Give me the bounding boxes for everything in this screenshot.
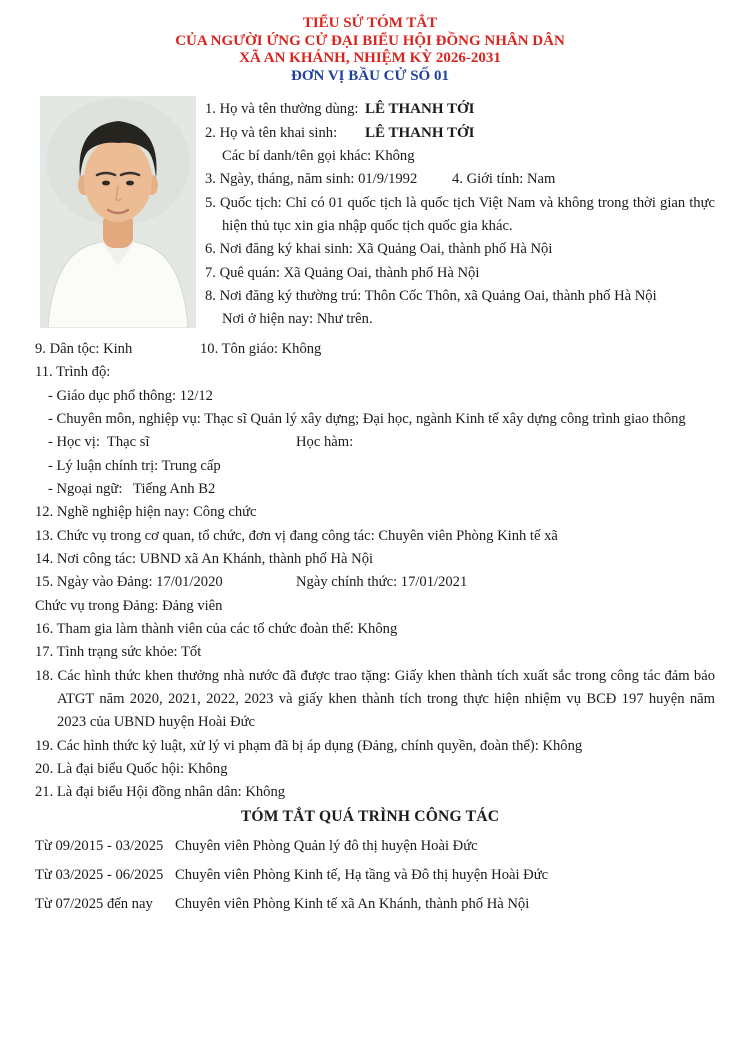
- text-segment: 12. Nghề nghiệp hiện nay: Công chức: [35, 504, 257, 521]
- item-13-chuc-vu: [35, 525, 715, 548]
- text-segment: - Chuyên môn, nghiệp vụ: Thạc sĩ Quản lý xây dựng; Đại học, ngành Kinh tế xây dựng công trình giao thông: [48, 410, 686, 427]
- text-segment: - Lý luận chính trị: Trung cấp: [48, 457, 221, 474]
- header-title-line-2: CỦA NGƯỜI ỨNG CỬ ĐẠI BIỂU HỘI ĐỒNG NHÂN DÂN: [175, 32, 565, 49]
- item-2-ten-khai-sinh: [205, 122, 715, 145]
- text-segment: 21. Là đại biểu Hội đồng nhân dân: Không: [35, 784, 286, 801]
- item-18-khen-thuong: [35, 665, 719, 735]
- item-1-ten-thuong-dung: [205, 98, 715, 121]
- item-19-ky-luat: [35, 735, 715, 758]
- item-3-4-ngay-sinh-gioi-tinh: [205, 168, 715, 191]
- text-segment: Ngày chính thức: 17/01/2021: [296, 574, 468, 591]
- item-9-10-dan-toc-ton-giao: [35, 338, 715, 361]
- personal-info-list: [205, 96, 719, 331]
- text-segment: 11. Trình độ:: [35, 364, 111, 381]
- item-6-noi-khai-sinh: [205, 238, 715, 261]
- text-segment: 15. Ngày vào Đảng: 17/01/2020: [35, 574, 223, 591]
- item-15-ngay-vao-dang: [35, 571, 715, 594]
- work-history-row: [35, 893, 715, 917]
- text-segment: 6. Nơi đăng ký khai sinh: Xã Quảng Oai, thành phố Hà Nội: [205, 241, 553, 258]
- item-17-suc-khoe: [35, 641, 715, 664]
- text-segment: 16. Tham gia làm thành viên của các tổ chức đoàn thể: Không: [35, 620, 398, 637]
- item-ngoai-ngu: [35, 478, 715, 501]
- history-period: Từ 09/2015 - 03/2025: [35, 837, 164, 854]
- history-period: Từ 07/2025 đến nay: [35, 895, 153, 912]
- text-segment: 14. Nơi công tác: UBND xã An Khánh, thành phố Hà Nội: [35, 550, 374, 567]
- text-segment: 20. Là đại biểu Quốc hội: Không: [35, 761, 228, 777]
- item-noi-o-hien-nay: [205, 308, 715, 331]
- text-segment: 5. Quốc tịch: Chỉ có 01 quốc tịch là quốc tịch Việt Nam và không trong thời gian thực hiện thủ tục xin gia nhập quốc tịch quốc gia khác.: [205, 194, 719, 235]
- item-bi-danh: [205, 145, 715, 168]
- text-segment: LÊ THANH TỚI: [365, 101, 475, 118]
- item-chuyen-mon: [35, 408, 715, 431]
- item-11-trinh-do: [35, 361, 715, 384]
- item-21-dai-bieu-hdnd: [35, 781, 715, 804]
- text-segment: 13. Chức vụ trong cơ quan, tổ chức, đơn vị đang công tác: Chuyên viên Phòng Kinh tế xã: [35, 527, 558, 544]
- text-segment: 3. Ngày, tháng, năm sinh: 01/9/1992: [205, 171, 418, 188]
- text-segment: - Học vị: Thạc sĩ: [48, 434, 150, 451]
- candidate-portrait-image: [40, 96, 196, 328]
- item-chuc-vu-dang: [35, 595, 715, 618]
- document-header: [0, 0, 740, 85]
- item-giao-duc: [35, 385, 715, 408]
- text-segment: 19. Các hình thức kỷ luật, xử lý vi phạm đã bị áp dụng (Đảng, chính quyền, đoàn thể): Không: [35, 737, 583, 754]
- text-segment: - Ngoại ngữ: Tiếng Anh B2: [48, 480, 216, 497]
- item-12-nghe-nghiep: [35, 501, 715, 524]
- item-16-doan-the: [35, 618, 715, 641]
- text-segment: 8. Nơi đăng ký thường trú: Thôn Cốc Thôn, xã Quảng Oai, thành phố Hà Nội: [205, 288, 657, 305]
- history-position: Chuyên viên Phòng Quản lý đô thị huyện Hoài Đức: [175, 837, 478, 854]
- header-title-line-3: XÃ AN KHÁNH, NHIỆM KỲ 2026-2031: [239, 50, 501, 67]
- text-segment: Học hàm:: [296, 434, 354, 451]
- work-history-row: [35, 835, 715, 859]
- text-segment: 2. Họ và tên khai sinh:: [205, 124, 341, 141]
- header-election-unit-line: ĐƠN VỊ BẦU CỬ SỐ 01: [291, 67, 449, 84]
- text-segment: 17. Tình trạng sức khỏe: Tốt: [35, 644, 202, 661]
- item-20-dai-bieu-quoc-hoi: [35, 758, 715, 781]
- text-segment: Nơi ở hiện nay: Như trên.: [222, 311, 373, 328]
- text-segment: 7. Quê quán: Xã Quảng Oai, thành phố Hà Nội: [205, 264, 480, 281]
- text-segment: 1. Họ và tên thường dùng:: [205, 101, 363, 118]
- text-segment: LÊ THANH TỚI: [365, 124, 475, 141]
- history-position: Chuyên viên Phòng Kinh tế xã An Khánh, thành phố Hà Nội: [175, 895, 530, 912]
- item-5-quoc-tich: [205, 192, 719, 239]
- work-history-row: [35, 864, 715, 888]
- details-list: [0, 338, 740, 805]
- history-period: Từ 03/2025 - 06/2025: [35, 866, 164, 883]
- header-title-line-1: TIỂU SỬ TÓM TẮT: [302, 15, 438, 31]
- text-segment: 9. Dân tộc: Kinh: [35, 340, 133, 357]
- candidate-photo: [40, 96, 196, 328]
- item-hoc-vi-hoc-ham: [35, 431, 715, 454]
- text-segment: - Giáo dục phổ thông: 12/12: [48, 387, 213, 404]
- item-14-noi-cong-tac: [35, 548, 715, 571]
- history-position: Chuyên viên Phòng Kinh tế, Hạ tầng và Đô thị huyện Hoài Đức: [175, 866, 549, 883]
- text-segment: 18. Các hình thức khen thưởng nhà nước đã được trao tặng: Giấy khen thành tích xuất sắc trong công tác đảm bảo ATGT năm 2020, 2021, 2022, 2023 và giấy khen thành tích trong thực hiện nhiệm vụ BCĐ 197 huyện năm 2023 của UBND huyện Hoài Đức: [35, 667, 719, 731]
- top-section: [0, 96, 740, 331]
- work-history-list: [0, 835, 740, 917]
- item-8-thuong-tru: [205, 285, 715, 308]
- text-segment: 4. Giới tính: Nam: [452, 171, 556, 188]
- item-ly-luan: [35, 455, 715, 478]
- text-segment: Các bí danh/tên gọi khác: Không: [222, 148, 415, 165]
- text-segment: Chức vụ trong Đảng: Đảng viên: [35, 597, 223, 614]
- text-segment: 10. Tôn giáo: Không: [200, 340, 322, 357]
- item-7-que-quan: [205, 262, 715, 285]
- work-history-title: TÓM TẮT QUÁ TRÌNH CÔNG TÁC: [240, 807, 500, 825]
